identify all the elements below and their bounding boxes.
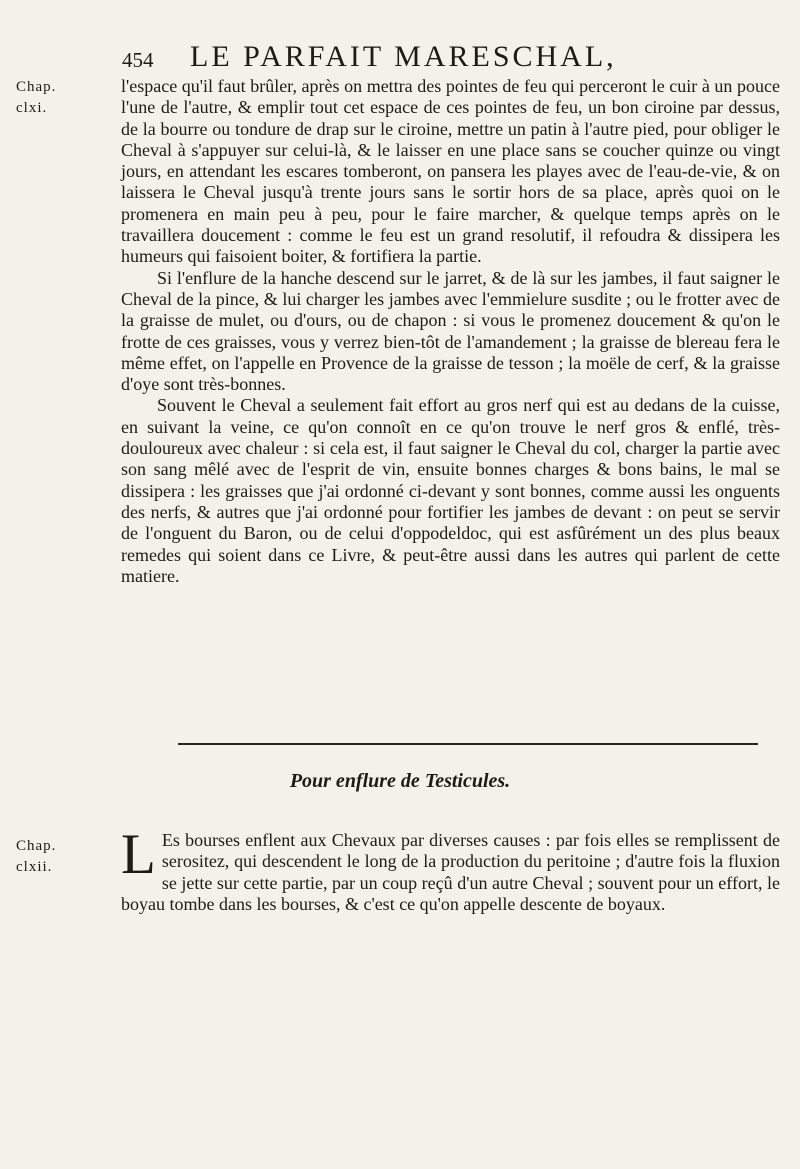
section-title: Pour enflure de Testicules. — [289, 770, 511, 792]
margin-note-chapter-clxi — [16, 77, 56, 119]
chapter-clxi-text — [121, 76, 780, 587]
page-header — [0, 38, 800, 78]
section-divider — [178, 743, 758, 745]
margin-note-label: Chap. — [16, 838, 57, 854]
page-number: 454 — [122, 48, 154, 72]
paragraph: l'espace qu'il faut brûler, après on mettra des pointes de feu qui perceront le cuir à un pouce l'une de l'autre, & emplir tout cet espace de ces pointes de feu, un bon ciroine par dessus, de la bourre ou tondure de drap sur le ciroine, mettre un patin à l'autre pied, pour obliger le Cheval à s'appuyer sur celui-là, & le laisser en une place sans se coucher quinze ou vingt jours, en attendant les escares tomberont, on pansera les playes avec de l'eau-de-vie, & on laissera le Cheval jusqu'à trente jours sans le sortir hors de sa place, après quoi on le promenera en main peu à peu, pour le faire marcher, & quelque temps après on le travaillera doucement : comme le feu est un grand resolutif, il refoudra & dissipera les humeurs qui faisoient boiter, & fortifiera la partie. — [121, 76, 780, 267]
running-title: LE PARFAIT MARESCHAL, — [190, 40, 617, 73]
drop-cap: L — [121, 823, 156, 886]
chapter-clxii-text — [121, 823, 780, 915]
margin-note-number: clxii. — [16, 859, 53, 875]
margin-note-chapter-clxii — [16, 836, 56, 878]
margin-note-label: Chap. — [16, 79, 57, 95]
paragraph: Souvent le Cheval a seulement fait effort au gros nerf qui est au dedans de la cuisse, en suivant la veine, ce qu'on connoît en ce qu'on trouve le nerf gros & enflé, très-douloureux avec chaleur : si cela est, il faut saigner le Cheval du col, charger la partie avec son sang mêlé avec de l'esprit de vin, ensuite bonnes charges & bons bains, le mal se dissipera : les graisses que j'ai ordonné ci-devant y sont bonnes, comme aussi les onguents des nerfs, & autres que j'ai ordonné pour fortifier les jambes de devant : on peut se servir de l'onguent du Baron, ou de celui d'oppodeldoc, qui est asfûrément un des plus beaux remedes qui soient dans ce Livre, & peut-être aussi dans les autres qui parlent de cette matiere. — [121, 395, 780, 586]
paragraph: Si l'enflure de la hanche descend sur le jarret, & de là sur les jambes, il faut saigner le Cheval de la pince, & lui charger les jambes avec l'emmielure susdite ; ou le frotter avec de la graisse de mulet, ou d'ours, ou de chapon : si vous le promenez doucement & qu'on le frotte de ces graisses, vous y verrez bien-tôt de l'amandement ; la graisse de blereau fera le même effet, on l'appelle en Provence de la graisse de tesson ; la moële de cerf, & la graisse d'oye sont très-bonnes. — [121, 267, 780, 395]
paragraph: Es bourses enflent aux Chevaux par diverses causes : par fois elles se remplissent de serositez, qui descendent le long de la production du peritoine ; d'autre fois la fluxion se jette sur cette partie, par un coup reçû d'un autre Cheval ; souvent pour un effort, le boyau tombe dans les bourses, & c'est ce qu'on appelle descente de boyaux. — [121, 830, 780, 914]
margin-note-number: clxi. — [16, 100, 48, 116]
